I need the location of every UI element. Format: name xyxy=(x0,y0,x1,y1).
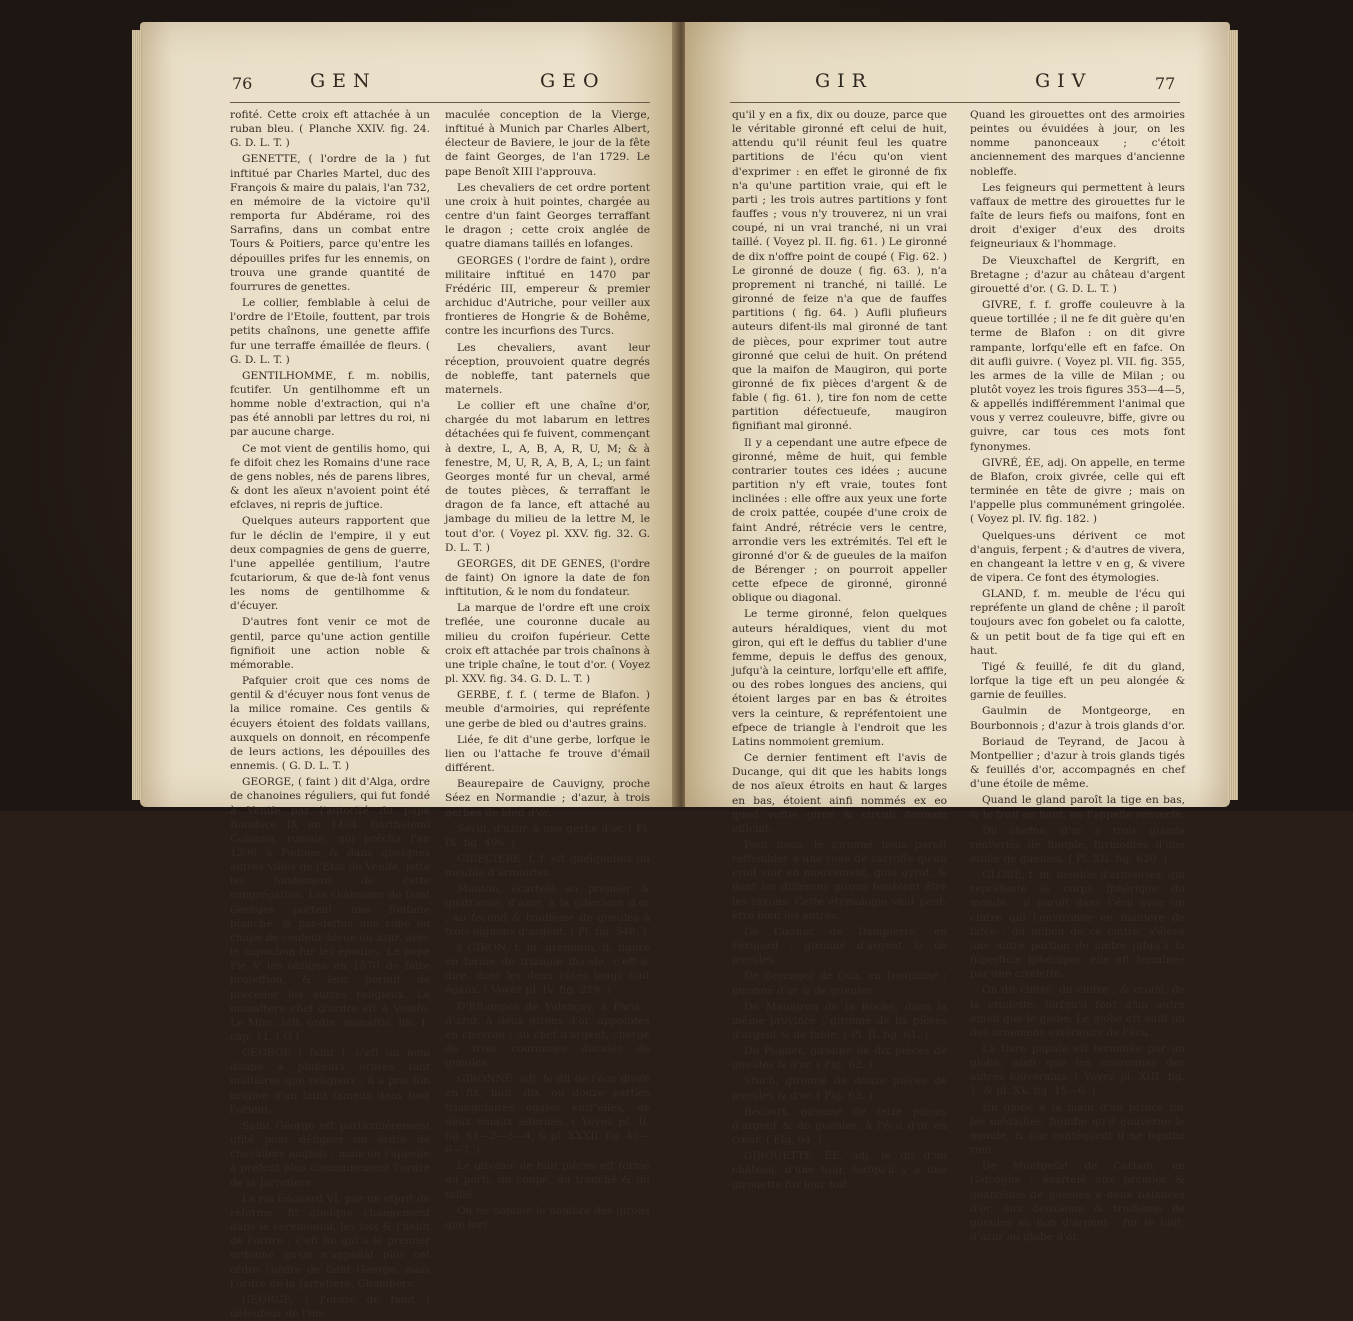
paragraph: Quand le gland paroît la tige en bas, & le fruit en haut, on l'appelle renverfé. xyxy=(970,794,1185,821)
paragraph: Pafquier croit que ces noms de gentil & d'écuyer nous font venus de la milice romaine. Ces gentils & écuyers étoient des foldats vaillans, auxquels on donnoit, en récompenfe de leurs actions, les dépouilles des ennemis. ( G. D. L. T. ) xyxy=(230,675,430,773)
paragraph: Le collier, femblable à celui de l'ordre de l'Etoile, fouttent, par trois petits chaînons, une genette affife fur une terraffe émaillée de fleurs. ( G. D. L. T. ) xyxy=(230,297,430,366)
paragraph: Pour nous, le gironné nous paroît reffembler à une roue de carroffe qu'on croit voir en mouvement, quia gyrat, & dont les différens girons femblent être les rayons. Cette étymologie vaut peut-être bien les autres. xyxy=(732,838,947,922)
paragraph: On dit cintré, du cintre ; & croifé, de la croifette, lorfqu'il font d'un autre émail que le globe. Le globe eft aufli un des ornemens extérieurs de l'écu. xyxy=(970,984,1185,1039)
paragraph: De Berenger de Gua, en Dauphiné ; gironné d'or & de gueules. xyxy=(732,970,947,997)
left-page-column-2 xyxy=(445,108,650,1231)
paragraph: La tiare papale eft terminée par un globe, ainfi que les couronnes des autres fouverains. ( Voyez pl. XIII. fig. 1, & pl. XV. fig. 15—6. ) xyxy=(970,1043,1185,1098)
paragraph: De Maugiron de la Roche, dans la même province ; gironné de fix pièces d'argent & de fable. ( Pl. II. fig. 61. ) xyxy=(732,1000,947,1041)
paragraph: Quand les girouettes ont des armoiries peintes ou évuidées à jour, on les nomme panonceaux ; c'étoit anciennement des marques d'ancienne nobleffe. xyxy=(970,109,1185,178)
left-page xyxy=(140,22,677,1320)
paragraph: GERBE, f. f. ( terme de Blafon. ) meuble d'armoiries, qui repréfente une gerbe de bled ou d'autres grains. xyxy=(445,689,650,730)
right-page xyxy=(685,22,1230,1244)
paragraph: Le terme gironné, felon quelques auteurs héraldiques, vient du mot giron, qui eft le deffus du tablier d'une femme, depuis le deffus des genoux, jufqu'à la ceinture, lorfqu'elle eft affife, ou des robes longues des anciens, qui étoient larges par en bas & étroites vers la ceinture, & repréfentoient une efpece de triangle à l'endroit que les Latins nommoient gremium. xyxy=(732,608,947,748)
paragraph: GEORGE ( faint ), c'eft un nom donné à plufieurs ordres tant militaires que religieux ; il a pris fon origine d'un faint fameux dans tout l'orient. xyxy=(230,1047,430,1116)
paragraph: Le gironné de huit pièces eft formé du parti, du coupé, du tranché & du taillé. xyxy=(445,1160,650,1201)
paragraph: On ne nomme le nombre des girons que lorf- xyxy=(445,1204,650,1231)
paragraph: GIROUETTE, ÉE, adj. fe dit d'un château, d'une tour, lorfqu'il y a une girouette fur leur toit. xyxy=(732,1150,947,1191)
paragraph: Boriaud de Teyrand, de Jacou à Montpellier ; d'azur à trois glands tigés & feuillés d'or, accompagnés en chef d'une étoile de même. xyxy=(970,735,1185,791)
paragraph: Stuch, gironné de douze pièces de gueules & d'or. ( Fig. 63. ) xyxy=(732,1075,947,1102)
page-edge-right xyxy=(1228,30,1238,800)
paragraph: Du Pugnet, gironné de dix pièces de gueules & d'or. ( Fig. 62. ) xyxy=(732,1045,947,1072)
paragraph: GIRONNÉ, adj. fe dit de l'écu divifé en fix, huit, dix, ou douze parties triangulaires égales entr'elles, de deux émaux alternés. ( Voyez pl. II. fig. 61—2—3—4, & pl. XXXII. fig. 45—6—7. ) xyxy=(445,1073,650,1157)
paragraph: Sevin, d'azur, à une gerbe d'or. ( Pl. IX. fig. 496. ) xyxy=(445,822,650,849)
paragraph: Mouton, écartelé au premier & quatrième, d'azur, à la gibeciere d'or ; au fecond & troifième de gueules à trois oignons d'argent. ( Pl. fig. 548. ) xyxy=(445,883,650,938)
paragraph: GEORGES ( l'ordre de faint ), ordre militaire inftitué en 1470 par Frédéric III, empereur & premier archiduc d'Autriche, pour veiller aux frontieres de Hongrie & de Bohême, contre les incurfions des Turcs. xyxy=(445,254,650,338)
paragraph: Tigé & feuillé, fe dit du gland, lorfque la tige eft un peu alongée & garnie de feuilles. xyxy=(970,660,1185,702)
paragraph: Ce dernier fentiment eft l'avis de Ducange, qui dit que les habits longs de nos aïeux étroits en haut & larges en bas, étoient ainfi nommés ex eo quod veftis giros & circuli formam efficiat. xyxy=(732,752,947,835)
paragraph: GLAND, f. m. meuble de l'écu qui repréfente un gland de chêne ; il paroît toujours avec fon gobelet ou fa calotte, & un petit bout de fa tige qui eft en haut. xyxy=(970,588,1185,657)
paragraph: GLOBE, f. m. meuble d'armoiries, qui repréfente le corps fphérique du monde ; il paroît dans l'écu avec un cintre qui l'environne en maniere de fafce : du milieu de ce cintre, s'éleve une autre portion de cintre jufqu'à la fuperficie fphérique, elle eft terminée par une croifette. xyxy=(970,869,1185,981)
left-page-column-1 xyxy=(230,108,430,1320)
paragraph: Les chevaliers de cet ordre portent une croix à huit pointes, chargée au centre d'un faint Georges terraffant le dragon ; cette croix anglée de quatre diamans taillés en lofanges. xyxy=(445,181,650,251)
paragraph: Ce mot vient de gentilis homo, qui fe difoit chez les Romains d'une race de gens nobles, nés de parens libres, & dont les aïeux n'avoient point été efclaves, ni repris de juftice. xyxy=(230,442,430,512)
running-head-right: GIV xyxy=(1035,70,1093,92)
header-rule xyxy=(730,102,1180,103)
paragraph: GIBECIERE, f. f. eft quelquefois un meuble d'armoiries. xyxy=(445,852,650,880)
right-page-column-2 xyxy=(970,108,1186,1244)
paragraph: Saint George eft particuliérement ufité pour défigner un ordre de chevaliers anglois ; mais on l'appelle à préfent plus communément l'ordre de la Jarretiere. xyxy=(230,1119,430,1189)
paragraph: GENTILHOMME, f. m. nobilis, fcutifer. Un gentilhomme eft un homme noble d'extraction, qui n'a pas été annobli par lettres du roi, ni par aucune charge. xyxy=(230,369,430,439)
paragraph: GENETTE, ( l'ordre de la ) fut inftitué par Charles Martel, duc des François & maire du palais, l'an 732, en mémoire de la victoire qu'il remporta fur Abdérame, roi des Sarrafins, dans un combat entre Tours & Poitiers, parce qu'entre les dépouilles prifes fur les ennemis, on trouva une grande quantité de fourrures de genettes. xyxy=(230,153,430,293)
paragraph: Les chevaliers, avant leur réception, prouvoient quatre degrés de nobleffe, tant paternels que maternels. xyxy=(445,341,650,396)
paragraph: La marque de l'ordre eft une croix treflée, une couronne ducale au milieu du croifon fupérieur. Cette croix eft attachée par trois chaînons à une triple chaîne, le tout d'or. ( Voyez pl. XXV. fig. 34. G. D. L. T. ) xyxy=(445,602,650,686)
running-head-left: GIR xyxy=(815,70,873,92)
header-rule xyxy=(230,102,650,103)
paragraph: De Montpefat de Carbon, en Gafcogne ; écartelé aux premier & quatrième de gueules à deux balances d'or, aux deuxième & troifième de gueules au lion d'argent ; fur le tout, d'azur au globe d'or. xyxy=(970,1160,1185,1244)
paragraph: GEORGE, ( l'ordre de faint ) défenfeur de l'im- xyxy=(230,1293,430,1320)
left-page-header xyxy=(140,70,677,96)
open-book xyxy=(140,22,1230,1320)
paragraph: Quelques-uns dérivent ce mot d'anguis, ferpent ; & d'autres de vivera, en changeant la lettre v en g, & vivere de vipera. Ce font des étymologies. xyxy=(970,529,1185,584)
paragraph: Un globe à la main d'un prince fur les médailles, fignifie qu'il gouverne le monde, & par conféquent il ne fignifie rien. xyxy=(970,1101,1185,1157)
paragraph: D'autres font venir ce mot de gentil, parce qu'une action gentille fignifioit une action noble & mémorable. xyxy=(230,616,430,671)
paragraph: GEORGES, dit DE GENES, (l'ordre de faint) On ignore la date de fon inftitution, & le nom du fondateur. xyxy=(445,557,650,599)
running-head-left: GEN xyxy=(310,70,377,92)
paragraph: qu'il y en a fix, dix ou douze, parce que le véritable gironné eft celui de huit, attendu qu'il réunit feul les quatre partitions de l'écu qu'on vient d'exprimer : en effet le gironné de fix n'a qu'une partition vraie, qui eft le parti ; les trois autres partitions y font fauffes ; vous n'y trouverez, ni un vrai coupé, ni un vrai tranché, ni un vrai taillé. ( Voyez pl. II. fig. 61. ) Le gironné de dix n'offre point de coupé ( Fig. 62. ) Le gironné de douze ( fig. 63. ), n'a proprement ni tranché, ni taillé. Le gironné de feize n'a que de fauffes partitions ( fig. 64. ) Aufli plufieurs auteurs difent-ils mal gironné de tant de pièces, pour exprimer tout autre gironné que celui de huit. On prétend que la maifon de Maugiron, qui porte gironné de fix pièces d'argent & de fable ( fig. 61. ), tire fon nom de cette partition défectueufe, maugiron fignifiant mal gironné. xyxy=(732,109,947,433)
paragraph: Le collier eft une chaîne d'or, chargée du mot labarum en lettres détachées qui fe fuivent, commençant à dextre, L, A, B, A, R, U, M; & à fenestre, M, U, R, A, B, A, L; un faint Georges monté fur un cheval, armé de toutes pièces, & terraffant le dragon de fa lance, eft attaché au jambage du milieu de la lettre M, le tout d'or. ( Voyez pl. XXV. fig. 32. G. D. L. T. ) xyxy=(445,400,650,554)
running-head-right: GEO xyxy=(540,70,606,92)
right-page-column-1 xyxy=(732,108,947,1191)
paragraph: GEORGE, ( faint ) dit d'Alga, ordre de chanoines réguliers, qui fut fondé à Venife par l'autorité du pape Boniface IX en 1404. Barthelemi Colonna, romain, qui prêcha l'an 1396 à Padoue & dans quelques autres villes de l'Etat de Venife, jetta les fondemens de cette congrégation. Les chanoines de faint Georges portent une foutane blanche, & par-deffus une robe ou chape de couleur bleue ou azur, avec le capuchon fur les épaules. Le pape Pie V les obligea en 1570 de faire profeffion, & leur permit de précéder les autres religieux. Le monaftere chef d'ordre eft à Venife. Le Mire, hift. ordin. monaftic. lib. 1. cap. 11. ( G ) xyxy=(230,776,430,1043)
paragraph: rofité. Cette croix eft attachée à un ruban bleu. ( Planche XXIV. fig. 24. G. D. L. T. ) xyxy=(230,109,430,150)
paragraph: Du chefne, d'or à trois glands renverfés de finople, furmontés d'une étoile de gueules. ( Pl. XII. fig. 620. ) xyxy=(970,824,1185,865)
paragraph: Quelques auteurs rapportent que fur le déclin de l'empire, il y eut deux compagnies de gens de guerre, l'une appellée gentilium, l'autre fcutariorum, & que de-là font venus les noms de gentilhomme & d'écuyer. xyxy=(230,515,430,613)
paragraph: Gaulmin de Montgeorge, en Bourbonnois ; d'azur à trois glands d'or. xyxy=(970,705,1186,732)
paragraph: De Vieuxchaftel de Kergrift, en Bretagne ; d'azur au château d'argent girouetté d'or. ( G. D. L. T. ) xyxy=(970,254,1185,295)
right-page-header xyxy=(685,70,1230,96)
paragraph: Beaurepaire de Cauvigny, proche Séez en Normandie ; d'azur, à trois gerbes de bled d'or. xyxy=(445,778,650,819)
paragraph: maculée conception de la Vierge, inftitué à Munich par Charles Albert, électeur de Baviere, le jour de la fête de faint Georges, de l'an 1729. Le pape Benoît XIII l'approuva. xyxy=(445,109,650,178)
paragraph: Liée, fe dit d'une gerbe, lorfque le lien ou l'attache fe trouve d'émail différent. xyxy=(445,733,650,775)
paragraph: Bécourt, gironné de feize pièces d'argent & de gueules, à l'écu d'or en cœur. ( Fig. 64. ) xyxy=(732,1105,947,1147)
paragraph: GIVRÉ, ÉE, adj. On appelle, en terme de Blafon, croix givrée, celle qui eft terminée en tête de givre ; mais on l'appelle plus communément gringolée. ( Voyez pl. IV. fig. 182. ) xyxy=(970,456,1185,526)
paragraph: Le roi Edouard VI, par un efprit de réforme, fit quelque changement dans le cérémonial, les loix & l'habit de l'ordre ; c'eft lui qui a le premier ordonné qu'on n'appellât plus cet ordre l'ordre de faint George, mais l'ordre de la Jarretiere. Chambers. xyxy=(230,1192,430,1290)
paragraph: GIVRE, f. f. groffe couleuvre à la queue tortillée ; il ne fe dit guère qu'en terme de Blafon : on dit givre rampante, lorfqu'elle eft en fafce. On dit aufli guivre. ( Voyez pl. VII. fig. 355, les armes de la ville de Milan ; ou plutôt voyez les trois figures 353—4—5, & appellés indifféremment l'animal que vous y verrez couleuvre, biffe, givre ou guivre, car tous ces mots font fynonymes. xyxy=(970,299,1185,453)
paragraph: Les feigneurs qui permettent à leurs vaffaux de mettre des girouettes fur le faîte de leurs fiefs ou maifons, font en droit d'exiger d'eux des droits feigneuriaux & l'hommage. xyxy=(970,181,1185,251)
paragraph: Il y a cependant une autre efpece de gironné, même de huit, qui femble contrarier toutes ces idées ; aucune partition n'y eft vraie, toutes font inclinées : elle offre aux yeux une forte de croix pattée, coupée d'une croix de faint André, rétrécie vers le centre, arrondie vers les extrémités. Tel eft le gironné d'or & de gueules de la maifon de Bérenger ; on pourroit appeller cette efpece de gironné, gironné oblique ou diagonal. xyxy=(732,436,947,605)
paragraph: D'Eftampes de Valençay, à Paris ; d'azur, à deux girons d'or, appointés en chevron ; au chef d'argent, chargé de trois couronnes ducales de gueules. xyxy=(445,1000,650,1070)
paragraph: § GIRON, f. m. gremium, ii, figure en forme de triangle ifocele, c'eft-à-dire, dont les deux côtés longs font égaux. ( Voyez pl. IV. fig. 219. ) xyxy=(445,941,650,997)
page-number: 76 xyxy=(232,74,253,93)
page-number: 77 xyxy=(1155,74,1176,93)
paragraph: De Cugnac de Dampierre, en Périgord ; gironné d'argent & de gueules. xyxy=(732,925,947,967)
page-edge-left xyxy=(132,30,142,800)
